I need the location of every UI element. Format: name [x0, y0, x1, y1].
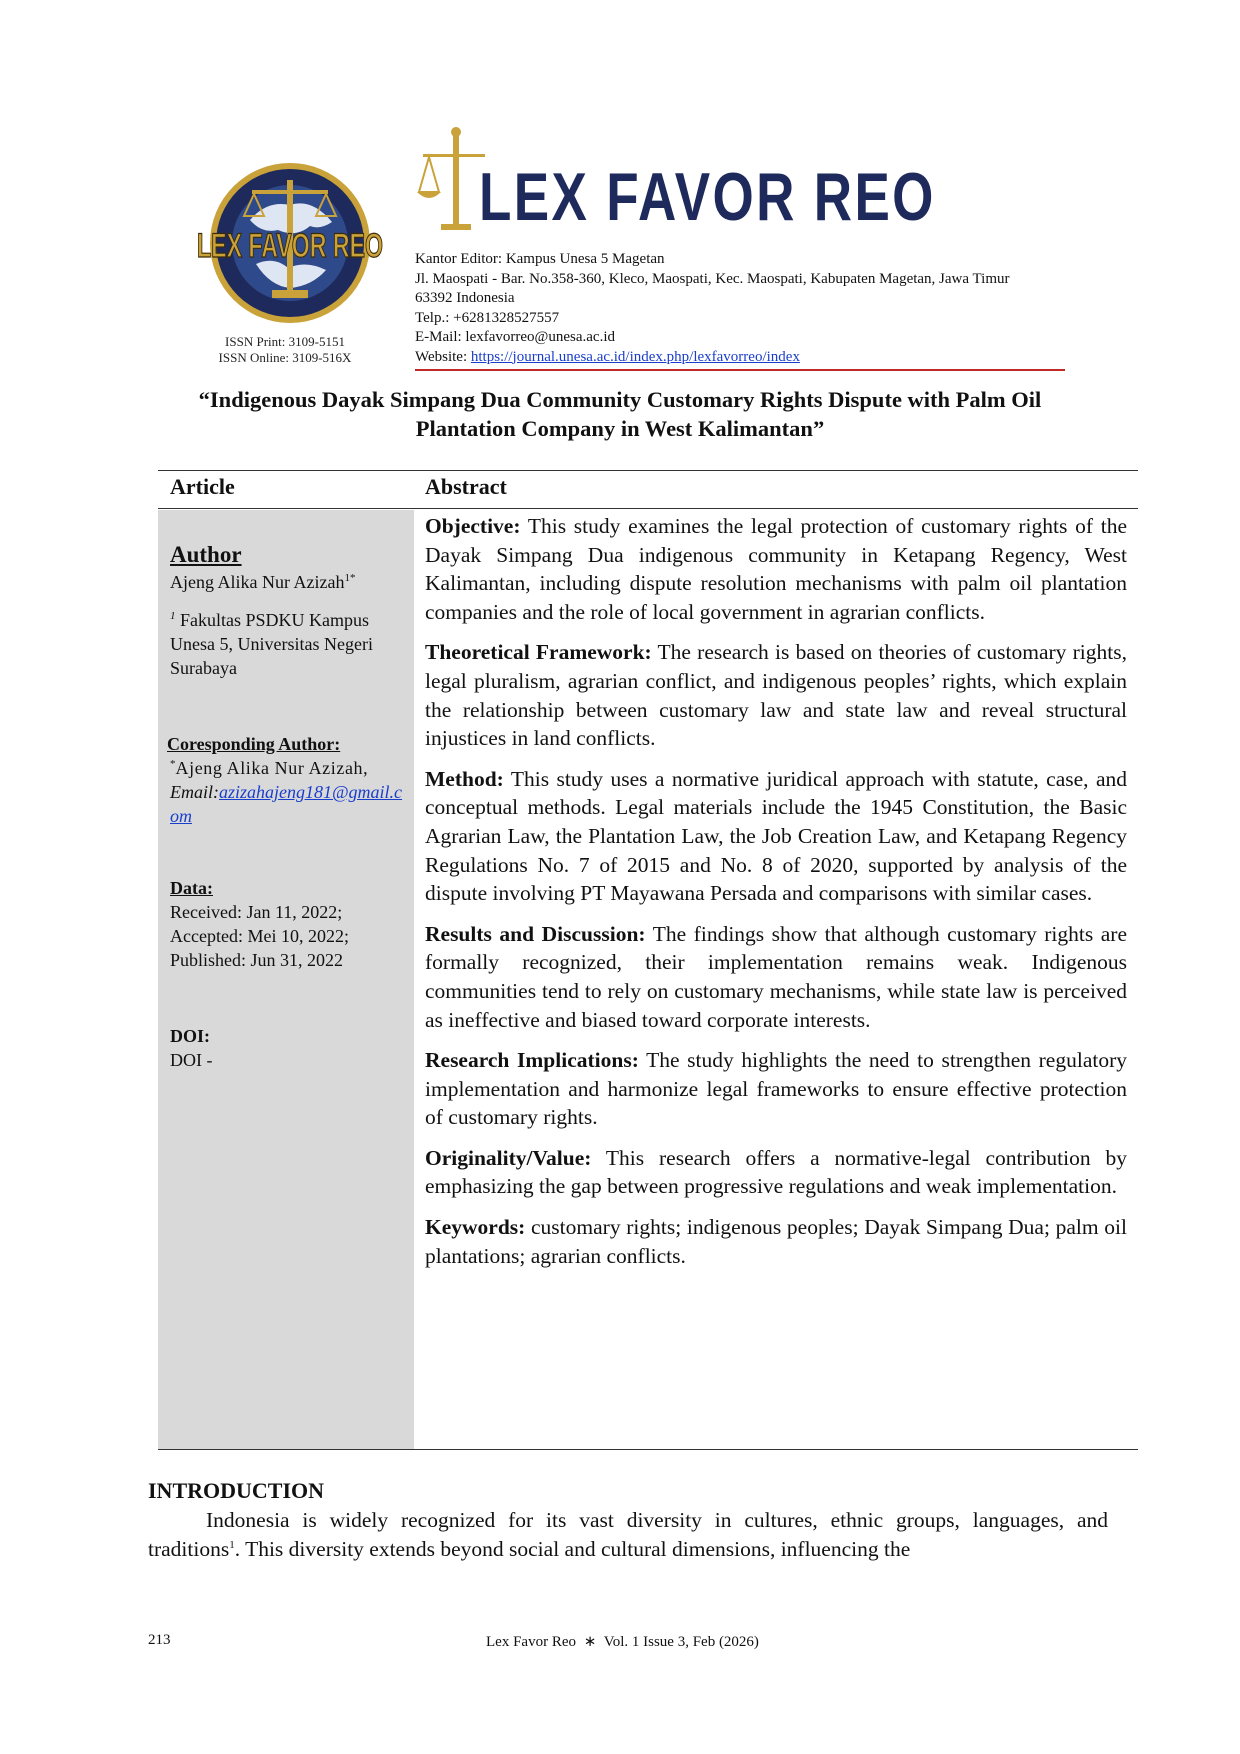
- box-bottom-rule: [158, 1449, 1138, 1450]
- box-top-rule: [158, 470, 1138, 471]
- affiliation-sup: 1: [170, 610, 176, 622]
- website-line: [415, 348, 1095, 368]
- abstract-label: Originality/Value:: [425, 1145, 592, 1170]
- website-label: Website:: [415, 348, 471, 365]
- abstract-framework: [425, 638, 1127, 752]
- editorial-contact: [415, 250, 1095, 367]
- journal-name: LEX FAVOR REO: [479, 159, 936, 235]
- accepted-date: Accepted: Mei 10, 2022;: [170, 926, 349, 946]
- page-number: 213: [148, 1632, 171, 1648]
- running-issue: Vol. 1 Issue 3, Feb (2026): [603, 1634, 759, 1650]
- introduction-body: [148, 1506, 1108, 1564]
- abstract-body: [425, 512, 1127, 1282]
- abstract-results: [425, 920, 1127, 1034]
- corresponding-email-line: [170, 780, 408, 828]
- address-line-2: 63392 Indonesia: [415, 290, 515, 306]
- address-line-1: Jl. Maospati - Bar. No.358-360, Kleco, Maospati, Kec. Maospati, Kabupaten Magetan, Jawa Timur: [415, 270, 1010, 287]
- abstract-label: Method:: [425, 766, 504, 791]
- abstract-text: This study examines the legal protection of customary rights of the Dayak Simpang Dua indigenous community in Ketapang Regency, West Kalimantan, including dispute resolution mechanisms with palm oil plantation companies and the role of local government in agrarian conflicts.: [425, 514, 1127, 624]
- issn-print: ISSN Print: 3109-5151: [225, 334, 345, 349]
- corresponding-name: Ajeng Alika Nur Azizah,: [175, 758, 369, 778]
- intro-text-cont: . This diversity extends beyond social and cultural dimensions, influencing the: [234, 1537, 911, 1561]
- data-heading: Data:: [170, 878, 213, 898]
- website-link[interactable]: https://journal.unesa.ac.id/index.php/lexfavorreo/index: [470, 348, 800, 365]
- running-separator: ∗: [583, 1632, 597, 1650]
- journal-masthead: [415, 124, 975, 234]
- author-name-line: [170, 570, 408, 594]
- corresponding-heading: Coresponding Author:: [167, 734, 341, 754]
- abstract-originality: [425, 1144, 1127, 1201]
- abstract-keywords: [425, 1213, 1127, 1270]
- article-info: [167, 540, 408, 1072]
- footnote-marker[interactable]: 1: [229, 1538, 235, 1551]
- abstract-text: The findings show that although customary rights are formally recognized, their implementation remains weak. Indigenous communities tend to rely on customary mechanisms, while state law is perceived as ineffective and biased toward corporate interests.: [425, 921, 1128, 1032]
- published-date: Published: Jun 31, 2022: [170, 950, 344, 970]
- introduction-paragraph: [148, 1506, 1108, 1564]
- email-line: E-Mail: lexfavorreo@unesa.ac.id: [415, 329, 615, 345]
- issn-online: ISSN Online: 3109-516X: [218, 350, 352, 365]
- abstract-label: Results and Discussion:: [425, 921, 646, 946]
- abstract-objective: [425, 512, 1127, 626]
- corresponding-email-link[interactable]: azizahajeng181@gmail.com: [170, 782, 403, 826]
- journal-seal-logo: [192, 160, 388, 326]
- doi-value: DOI -: [170, 1050, 213, 1070]
- abstract-heading: Abstract: [425, 474, 507, 499]
- abstract-text: This study uses a normative juridical approach with statute, case, and conceptual methods. Legal materials include the 1945 Constitution, the Basic Agrarian Law, the Plantation Law, the Job Creation Law, and Ketapang Regency Regulations No. 7 of 2015 and No. 8 of 2020, supported by analysis of the dispute involving PT Mayawana Persada and comparisons with similar cases.: [425, 766, 1127, 906]
- header-divider: [415, 369, 1065, 371]
- article-title: [150, 385, 1090, 443]
- abstract-method: [425, 765, 1127, 908]
- doi-heading: DOI:: [170, 1026, 210, 1046]
- corresponding-sup: *: [170, 758, 176, 770]
- abstract-label: Research Implications:: [425, 1048, 639, 1073]
- corresponding-name-line: [170, 756, 408, 780]
- title-line-1: “Indigenous Dayak Simpang Dua Community Customary Rights Dispute with Palm Oil: [198, 387, 1042, 412]
- email-label: Email:: [170, 782, 219, 802]
- introduction-heading: INTRODUCTION: [148, 1478, 325, 1503]
- abstract-text: The research is based on theories of customary rights, legal pluralism, agrarian conflict, and indigenous peoples’ rights, which explain the relationship between customary law and state law and reveal structural injustices in land conflicts.: [425, 640, 1127, 751]
- box-header-rule: [158, 508, 1138, 509]
- title-line-2: Plantation Company in West Kalimantan”: [415, 416, 825, 441]
- abstract-label: Theoretical Framework:: [425, 640, 652, 665]
- affiliation-text: Fakultas PSDKU Kampus Unesa 5, Universitas Negeri Surabaya: [170, 610, 373, 678]
- seal-text: LEX FAVOR REO: [197, 227, 383, 265]
- phone-line: Telp.: +6281328527557: [415, 309, 560, 326]
- abstract-text: The study highlights the need to strengthen regulatory implementation and harmonize legal frameworks to ensure effective protection of customary rights.: [425, 1048, 1127, 1130]
- received-date: Received: Jan 11, 2022;: [170, 902, 343, 922]
- abstract-implications: [425, 1046, 1127, 1132]
- author-heading: Author: [170, 542, 242, 567]
- abstract-label: Keywords:: [425, 1215, 526, 1240]
- affiliation: [170, 608, 408, 680]
- author-sup: 1*: [344, 572, 356, 584]
- abstract-text: customary rights; indigenous peoples; Dayak Simpang Dua; palm oil plantations; agrarian conflicts.: [425, 1215, 1127, 1268]
- abstract-label: Objective:: [425, 514, 521, 538]
- intro-text: Indonesia is widely recognized for its vast diversity in cultures, ethnic groups, languages, and traditions: [148, 1508, 1108, 1561]
- author-name: Ajeng Alika Nur Azizah: [170, 572, 345, 592]
- office-line: Kantor Editor: Kampus Unesa 5 Magetan: [415, 251, 665, 267]
- article-heading: Article: [170, 474, 235, 499]
- running-journal: Lex Favor Reo: [486, 1634, 576, 1650]
- issn-block: [180, 334, 390, 366]
- running-footer: [486, 1632, 759, 1651]
- scales-of-justice-icon: [415, 124, 485, 234]
- abstract-text: This research offers a normative-legal contribution by emphasizing the gap between progressive regulations and weak implementation.: [425, 1145, 1127, 1199]
